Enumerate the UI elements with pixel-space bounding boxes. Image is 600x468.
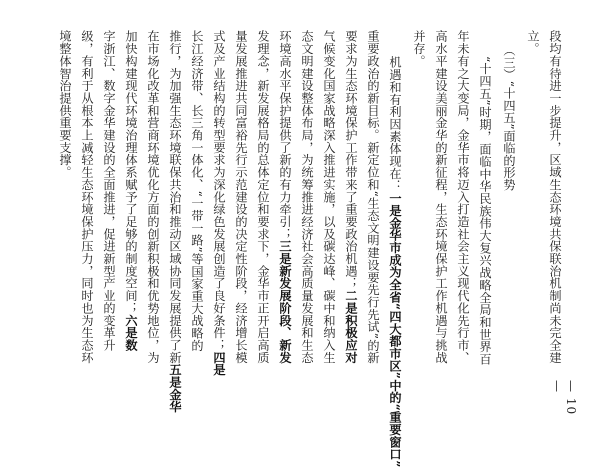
text-column: 气候变化国家战略深入推进实施，以及碳达峰、碳中和纳入生 [322, 30, 336, 364]
text-column [342, 30, 360, 388]
text-column: 在市场化改革和营商环境优化方面的创新积极和优势地位，为 [146, 30, 160, 364]
text-column: 态文明建设整体布局，为统筹推进经济社会高质量发展和生态 [300, 30, 314, 364]
text-column: 高水平建设美丽金华的新征程，生态环境保护工作机遇与挑战 [434, 30, 448, 364]
text-column: 境整体智治提供重要支撑。 [58, 30, 72, 179]
text-column: 量发展推进共同富裕先行示范建设的决定性阶段，经济增长模 [234, 30, 248, 364]
text-column: 立。 [526, 30, 540, 55]
text-column: 年未有之大变局，金华市将迈入打造社会主义现代化先行市、 [456, 30, 470, 364]
bold-point-four: 四是 [212, 351, 226, 376]
bold-point-three: 三是新发展阶段、新发 [278, 239, 292, 364]
text-column: 长江经济带、长三角一体化、“一带一路”等国家重大战略的 [190, 30, 204, 352]
paragraph-text: 式及产业结构的转型要求为深化绿色发展创造了良好条件； [212, 30, 226, 352]
bold-point-five: 五是金华 [168, 363, 182, 413]
paragraph-text: 推行，为加强生态环境联保共治和推动区域协同发展提供了新 [168, 30, 182, 364]
text-column: 重要政治的新目标。新定位和“生态文明建设要先行先试”的新 [366, 30, 380, 364]
text-column: 级，有利于从根本上减轻生态环境保护压力，同时也为生态环 [80, 30, 94, 364]
text-column: 段均有待进一步提升，区域生态环境共保联治机制尚未完全建 [548, 30, 562, 364]
paragraph-text: 要求为生态环境保护工作带来了重要政治机遇； [344, 30, 358, 290]
text-column: 并存。 [412, 30, 426, 68]
section-heading: （三）“十四五”面临的形势 [502, 44, 516, 191]
bold-point-six: 六是数 [124, 314, 138, 352]
text-column [210, 30, 228, 388]
bold-point-one: 一是金华市成为全省“四大都市区”中的“重要窗口” [388, 191, 402, 468]
text-column: 字浙江、数字金华建设的全面推进，促进新型产业的变革升 [102, 30, 116, 352]
paragraph-text: 环境高水平保护提供了新的有力牵引； [278, 30, 292, 240]
paragraph-text: 机遇和有利因素体现在： [388, 56, 402, 192]
text-column [166, 30, 184, 413]
paragraph-text: 加快构建现代环境治理体系赋予了足够的制度空间； [124, 30, 138, 315]
page-number: — 10 — [550, 380, 578, 416]
text-column: 发理念，新发展格局的总体定位和要求下，金华市正开启高质 [256, 30, 270, 364]
bold-point-two: 二是积极应对 [344, 289, 358, 364]
text-column: “十四五”时期，面临中华民族伟大复兴战略全局和世界百 [478, 56, 492, 366]
text-column [386, 30, 404, 468]
text-column [122, 30, 140, 388]
text-column [276, 30, 294, 388]
